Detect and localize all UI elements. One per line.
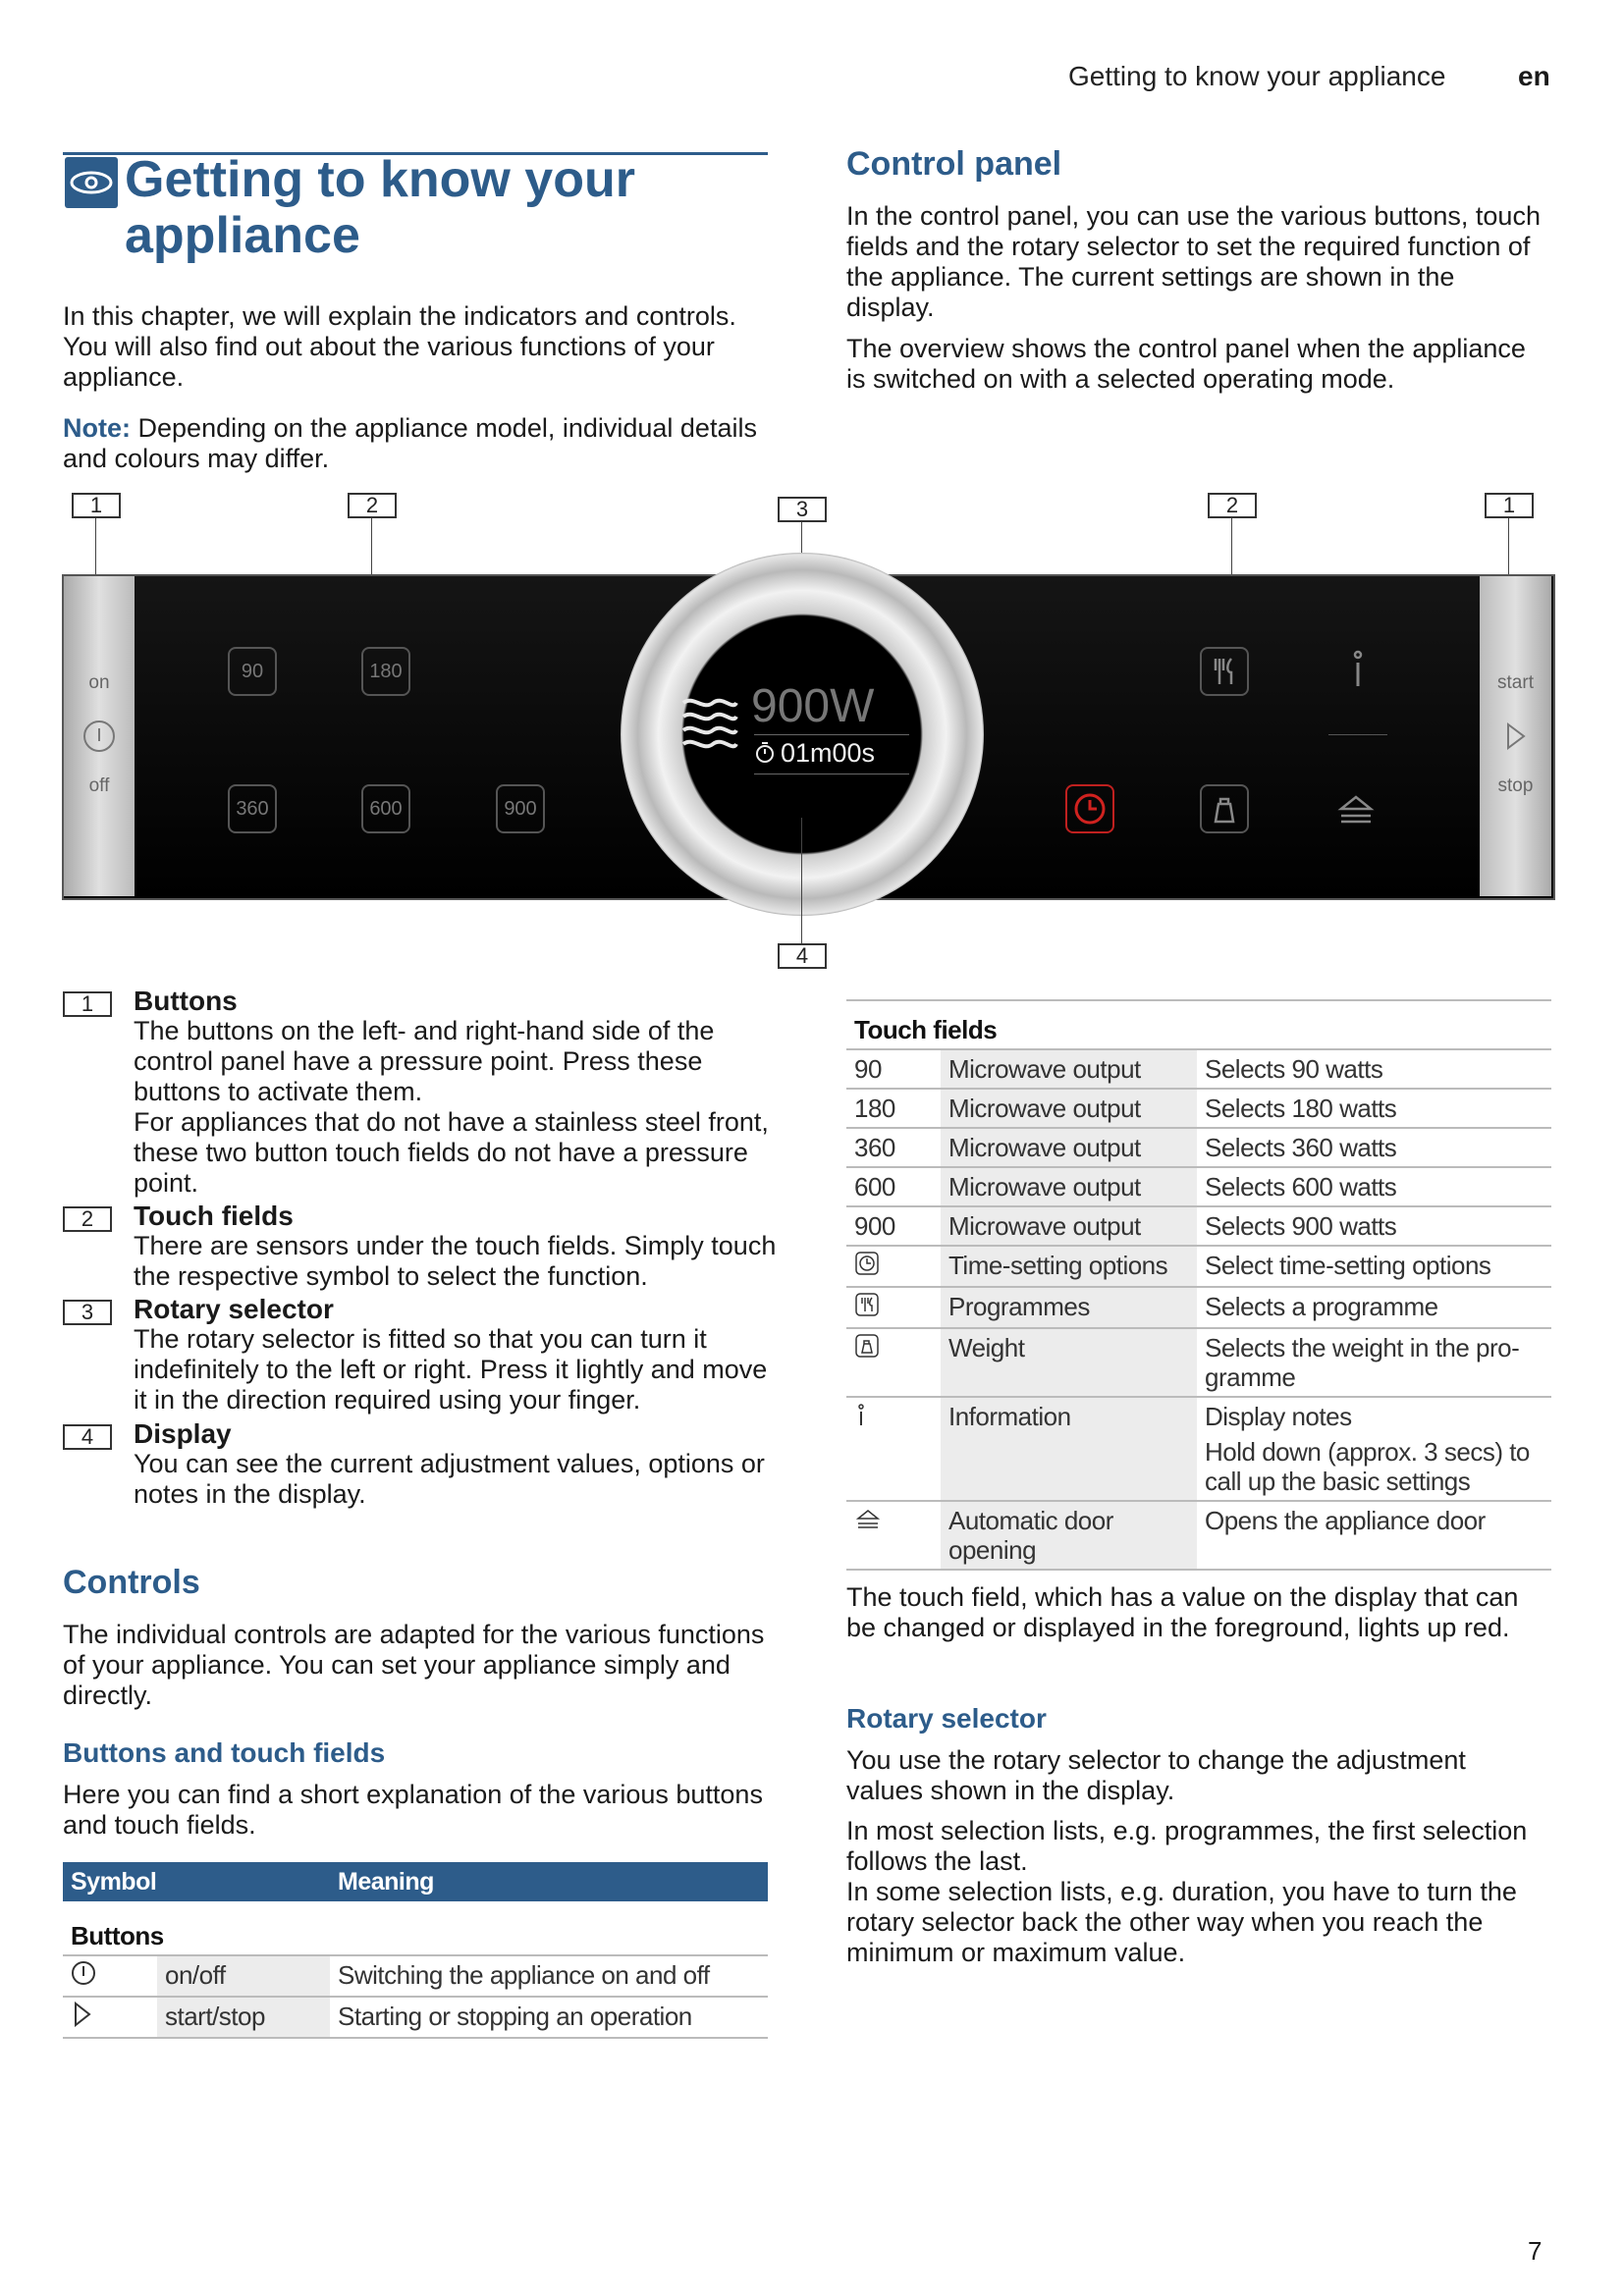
buttons-touch-heading: Buttons and touch fields — [63, 1737, 386, 1768]
display-time: 01m00s — [781, 738, 876, 768]
symbol-name: Weight — [941, 1328, 1197, 1397]
key-600[interactable]: 600 — [361, 784, 410, 833]
symbol-name: Microwave output — [941, 1206, 1197, 1246]
buttons-table — [63, 1862, 768, 2039]
cutlery-icon — [854, 1294, 880, 1323]
callout-4: 4 — [778, 943, 827, 969]
symbol-meaning: Selects a programme — [1197, 1287, 1551, 1328]
legend-desc: The rotary selector is fitted so that you can turn it indefinitely to the left or right. Press it lightly and move it in the direction required using your finger. — [134, 1324, 768, 1415]
symbol-name: start/stop — [157, 1997, 330, 2038]
table-header-row — [63, 1862, 768, 1901]
legend-num: 2 — [63, 1206, 112, 1232]
symbol-name: Information — [941, 1397, 1197, 1501]
note-text: Depending on the appliance model, individual details and colours may differ. — [63, 413, 757, 473]
note — [63, 413, 770, 474]
rotary-p3: In some selection lists, e.g. duration, you have to turn the rotary selector back the other way when you reach the minimum or maximum value. — [846, 1877, 1517, 1967]
legend-term: Rotary selector — [134, 1294, 334, 1324]
table-section-row — [63, 1901, 768, 1955]
key-90[interactable]: 90 — [228, 647, 277, 696]
display-power: 900W — [751, 680, 875, 732]
control-panel-p2: The overview shows the control panel when the appliance is switched on with a selected operating mode. — [846, 334, 1526, 394]
callout-3: 3 — [778, 497, 827, 522]
power-icon — [71, 1962, 96, 1992]
on-label: on — [88, 672, 110, 693]
symbol-value: 900 — [846, 1206, 941, 1246]
start-label: start — [1497, 672, 1534, 693]
col-meaning: Meaning — [330, 1862, 768, 1901]
symbol-value: 360 — [846, 1128, 941, 1167]
table-section-row — [846, 1011, 1551, 1049]
display-divider — [754, 734, 909, 735]
symbol-meaning: Switching the appliance on and off — [330, 1955, 768, 1997]
symbol-name: Microwave output — [941, 1049, 1197, 1089]
legend-term: Display — [134, 1418, 232, 1449]
chapter-title: Getting to know your appliance — [125, 151, 635, 264]
touch-field-note: The touch field, which has a value on the display that can be changed or displayed in the foreground, lights up red. — [846, 1582, 1519, 1642]
symbol-meaning — [1197, 1397, 1551, 1501]
note-label: Note: — [63, 413, 131, 443]
symbol-meaning: Select time-setting options — [1197, 1246, 1551, 1287]
separator — [1328, 734, 1387, 735]
callout-2-left: 2 — [348, 493, 397, 518]
legend-desc: For appliances that do not have a stainless steel front, these two button touch fields do not have a pressure point. — [134, 1107, 769, 1198]
callout-2-right: 2 — [1208, 493, 1257, 518]
controls-heading: Controls — [63, 1564, 200, 1601]
key-180[interactable]: 180 — [361, 647, 410, 696]
table-row — [63, 1997, 768, 2038]
rotary-p2: In most selection lists, e.g. programmes, the first selection follows the last. — [846, 1816, 1528, 1876]
legend-term: Buttons — [134, 986, 238, 1016]
legend-num: 4 — [63, 1424, 112, 1450]
symbol-name: on/off — [157, 1955, 330, 1997]
control-panel-heading: Control panel — [846, 145, 1062, 183]
legend-num: 1 — [63, 991, 112, 1017]
symbol-meaning: Selects 600 watts — [1197, 1167, 1551, 1206]
symbol-name: Microwave output — [941, 1128, 1197, 1167]
page-number: 7 — [1528, 2236, 1543, 2266]
meaning-line: Hold down (approx. 3 secs) to call up the basic settings — [1205, 1437, 1530, 1496]
table-row — [846, 1089, 1551, 1128]
table-row — [846, 1206, 1551, 1246]
symbol-value: 90 — [846, 1049, 941, 1089]
symbol-meaning: Selects 90 watts — [1197, 1049, 1551, 1089]
weight-key[interactable] — [1200, 784, 1249, 833]
table-row — [846, 1246, 1551, 1287]
eye-icon — [65, 157, 118, 208]
meaning-line: Display notes — [1205, 1402, 1352, 1431]
programmes-key[interactable] — [1200, 647, 1249, 696]
clock-icon — [1067, 786, 1112, 831]
door-open-icon — [1333, 789, 1379, 828]
symbol-name: Programmes — [941, 1287, 1197, 1328]
symbol-meaning: Selects 900 watts — [1197, 1206, 1551, 1246]
key-360[interactable]: 360 — [228, 784, 277, 833]
section-label: Touch fields — [846, 1011, 1551, 1049]
chapter-intro: In this chapter, we will explain the indicators and controls. You will also find out about the various functions of your appliance. — [63, 301, 736, 392]
symbol-name: Automatic door opening — [941, 1501, 1197, 1570]
table-row — [846, 1049, 1551, 1089]
weight-icon — [1202, 786, 1247, 831]
symbol-meaning: Selects 180 watts — [1197, 1089, 1551, 1128]
buttons-touch-text: Here you can find a short explanation of the various buttons and touch fields. — [63, 1780, 763, 1840]
controls-text: The individual controls are adapted for the various functions of your appliance. You can set your appliance simply and directly. — [63, 1620, 765, 1710]
legend-desc: You can see the current adjustment values, options or notes in the display. — [134, 1449, 765, 1509]
table-row — [846, 1328, 1551, 1397]
table-row — [846, 1128, 1551, 1167]
cutlery-icon — [1202, 649, 1247, 694]
key-900[interactable]: 900 — [496, 784, 545, 833]
play-icon — [71, 2003, 94, 2033]
callout-1-right: 1 — [1485, 493, 1534, 518]
symbol-value: 180 — [846, 1089, 941, 1128]
symbol-meaning: Starting or stopping an operation — [330, 1997, 768, 2038]
legend-desc: There are sensors under the touch fields. Simply touch the respective symbol to select the function. — [134, 1231, 777, 1291]
control-panel-p1: In the control panel, you can use the various buttons, touch fields and the rotary selector to set the required function of the appliance. The current settings are shown in the display. — [846, 201, 1541, 322]
rotary-heading: Rotary selector — [846, 1703, 1047, 1734]
col-symbol: Symbol — [63, 1862, 330, 1901]
table-row — [846, 1167, 1551, 1206]
time-setting-key[interactable] — [1065, 784, 1114, 833]
clock-icon — [854, 1253, 880, 1282]
door-open-icon — [854, 1508, 882, 1537]
microwave-icon — [677, 687, 742, 761]
symbol-meaning: Selects 360 watts — [1197, 1128, 1551, 1167]
stop-label: stop — [1497, 775, 1534, 796]
section-label: Buttons — [63, 1901, 768, 1955]
running-header: Getting to know your appliance — [1068, 61, 1446, 91]
callout-line — [801, 818, 802, 943]
off-label: off — [88, 775, 110, 796]
callout-1-left: 1 — [72, 493, 121, 518]
table-row — [846, 1397, 1551, 1501]
language-code: en — [1518, 61, 1550, 91]
rotary-p1: You use the rotary selector to change the adjustment values shown in the display. — [846, 1745, 1466, 1805]
table-row — [846, 1501, 1551, 1570]
symbol-meaning: Selects the weight in the pro-gramme — [1197, 1328, 1551, 1397]
symbol-name: Time-setting options — [941, 1246, 1197, 1287]
table-row — [63, 1955, 768, 1997]
symbol-name: Microwave output — [941, 1089, 1197, 1128]
play-icon — [1502, 721, 1530, 756]
symbol-value: 600 — [846, 1167, 941, 1206]
weight-icon — [854, 1335, 880, 1364]
symbol-name: Microwave output — [941, 1167, 1197, 1206]
door-open-key[interactable] — [1333, 789, 1379, 833]
legend-num: 3 — [63, 1300, 112, 1325]
table-row — [846, 1287, 1551, 1328]
info-icon — [854, 1404, 868, 1433]
stopwatch-icon — [754, 740, 776, 769]
symbol-meaning: Opens the appliance door — [1197, 1501, 1551, 1570]
legend-desc: The buttons on the left- and right-hand side of the control panel have a pressure point. Press these buttons to activate them. — [134, 1016, 715, 1106]
power-icon — [82, 720, 116, 758]
table-top-rule — [846, 999, 1551, 1001]
touch-fields-table — [846, 1011, 1551, 1571]
info-icon[interactable] — [1343, 647, 1373, 697]
legend-term: Touch fields — [134, 1201, 294, 1231]
